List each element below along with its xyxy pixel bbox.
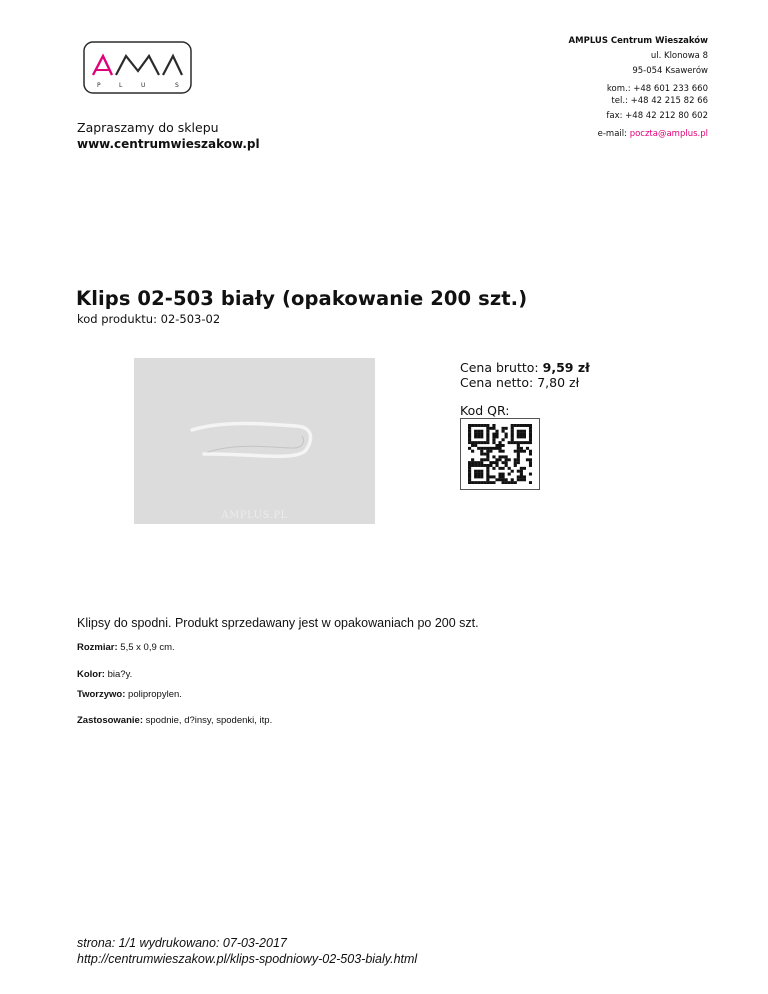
attribute-value: bia?y. bbox=[107, 669, 133, 680]
qr-code-image bbox=[468, 424, 532, 484]
shop-invite bbox=[77, 120, 260, 152]
svg-text:S: S bbox=[175, 82, 179, 89]
company-mobile: kom.: +48 601 233 660 bbox=[606, 84, 708, 94]
shop-url-link[interactable]: www.centrumwieszakow.pl bbox=[77, 137, 260, 151]
qr-label: Kod QR: bbox=[460, 403, 510, 418]
price-block bbox=[460, 360, 590, 390]
price-net-value: 7,80 zł bbox=[537, 375, 580, 390]
product-image bbox=[134, 358, 375, 524]
attribute-color bbox=[77, 669, 132, 680]
price-gross-value: 9,59 zł bbox=[542, 360, 590, 375]
clip-illustration bbox=[134, 358, 375, 524]
attribute-value: spodnie, d?insy, spodenki, itp. bbox=[145, 715, 273, 726]
footer-page-info: strona: 1/1 wydrukowano: 07-03-2017 bbox=[77, 936, 287, 950]
attribute-label: Rozmiar: bbox=[77, 642, 118, 653]
company-name: AMPLUS Centrum Wieszaków bbox=[568, 36, 708, 46]
product-code: kod produktu: 02-503-02 bbox=[77, 312, 221, 326]
footer-url: http://centrumwieszakow.pl/klips-spodniowy-02-503-bialy.html bbox=[77, 952, 418, 966]
image-watermark: AMPLUS.PL bbox=[221, 510, 288, 521]
company-fax: fax: +48 42 212 80 602 bbox=[606, 111, 708, 121]
svg-text:U: U bbox=[141, 82, 146, 89]
price-net-label: Cena netto: bbox=[460, 375, 534, 390]
invite-text: Zapraszamy do sklepu bbox=[77, 120, 219, 135]
price-net-row bbox=[460, 375, 590, 390]
attribute-value: 5,5 x 0,9 cm. bbox=[120, 642, 175, 653]
product-description: Klipsy do spodni. Produkt sprzedawany jest w opakowaniach po 200 szt. bbox=[77, 616, 479, 630]
email-label: e-mail: bbox=[597, 129, 627, 139]
attribute-label: Tworzywo: bbox=[77, 689, 126, 700]
svg-text:L: L bbox=[119, 82, 123, 89]
company-details bbox=[448, 35, 708, 140]
company-phone: tel.: +48 42 215 82 66 bbox=[611, 96, 708, 106]
company-email bbox=[448, 128, 708, 140]
attribute-value: polipropylen. bbox=[128, 689, 182, 700]
qr-code[interactable] bbox=[460, 418, 540, 490]
company-city: 95-054 Ksawerów bbox=[632, 66, 708, 76]
email-link[interactable]: poczta@amplus.pl bbox=[629, 129, 708, 139]
product-title: Klips 02-503 biały (opakowanie 200 szt.) bbox=[76, 287, 528, 310]
attribute-size bbox=[77, 642, 175, 653]
attribute-usage bbox=[77, 715, 272, 726]
attribute-label: Kolor: bbox=[77, 669, 105, 680]
price-gross-label: Cena brutto: bbox=[460, 360, 539, 375]
attribute-material bbox=[77, 689, 182, 700]
amplus-logo[interactable] bbox=[83, 41, 192, 94]
svg-text:P: P bbox=[97, 82, 101, 89]
attribute-label: Zastosowanie: bbox=[77, 715, 143, 726]
company-street: ul. Klonowa 8 bbox=[650, 51, 708, 61]
price-gross-row bbox=[460, 360, 590, 375]
print-footer bbox=[77, 935, 417, 967]
